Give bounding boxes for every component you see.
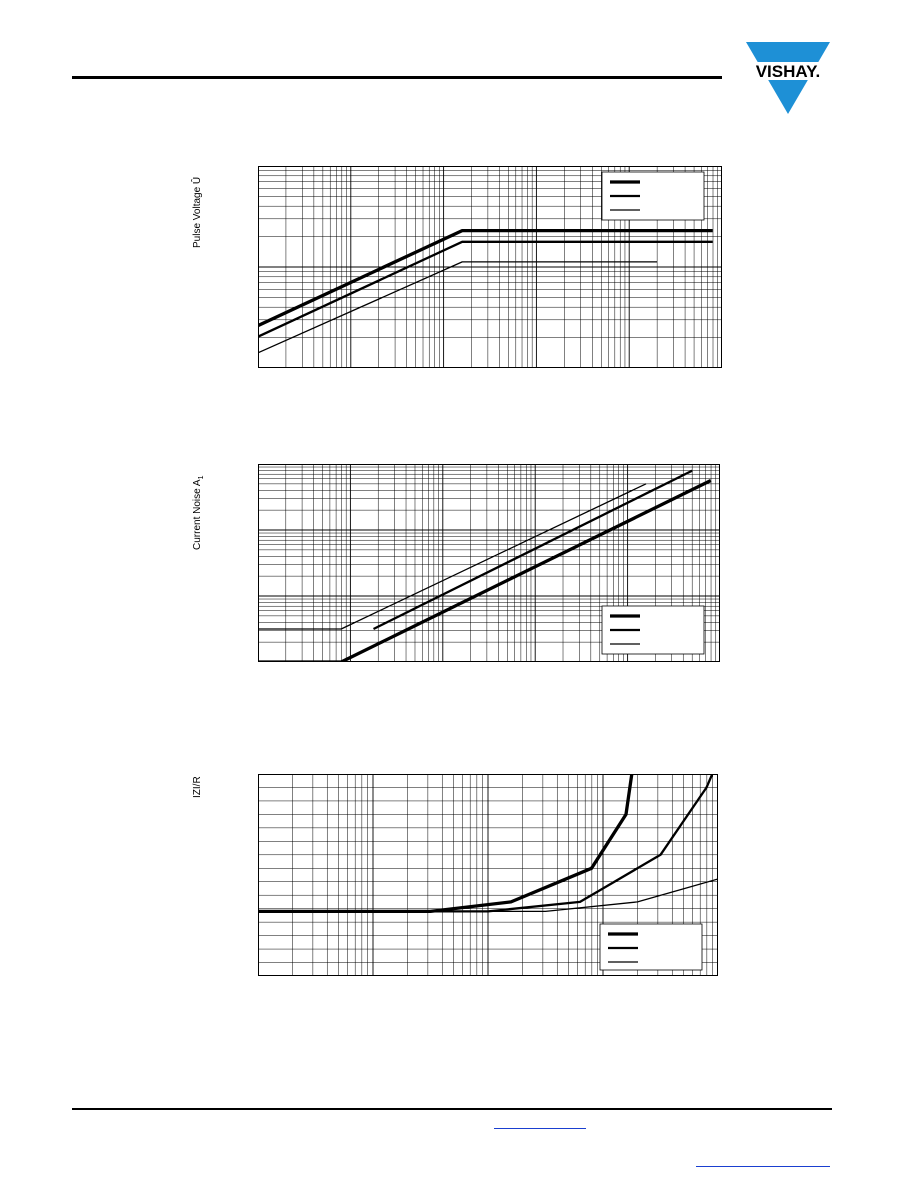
impedance-ylabel: IZI/R: [192, 776, 203, 798]
pulse-ylabel: Pulse Voltage Û: [192, 176, 203, 248]
series-line: [258, 774, 632, 911]
noise-ylabel: [192, 476, 205, 551]
pulse-voltage-chart: [258, 166, 722, 368]
footer-link-doc[interactable]: [696, 1166, 830, 1167]
noise-ylabel-sub: 1: [198, 475, 205, 480]
series-line: [258, 774, 712, 911]
impedance-chart: [258, 774, 718, 976]
header-rule: [72, 76, 722, 79]
current-noise-chart: [258, 464, 720, 662]
series-line: [258, 231, 713, 326]
noise-ylabel-text: Current Noise A: [192, 479, 203, 550]
logo-text: VISHAY.: [755, 62, 821, 81]
footer-link[interactable]: [494, 1128, 586, 1129]
vishay-logo: [742, 40, 834, 116]
footer-rule: [72, 1108, 832, 1110]
